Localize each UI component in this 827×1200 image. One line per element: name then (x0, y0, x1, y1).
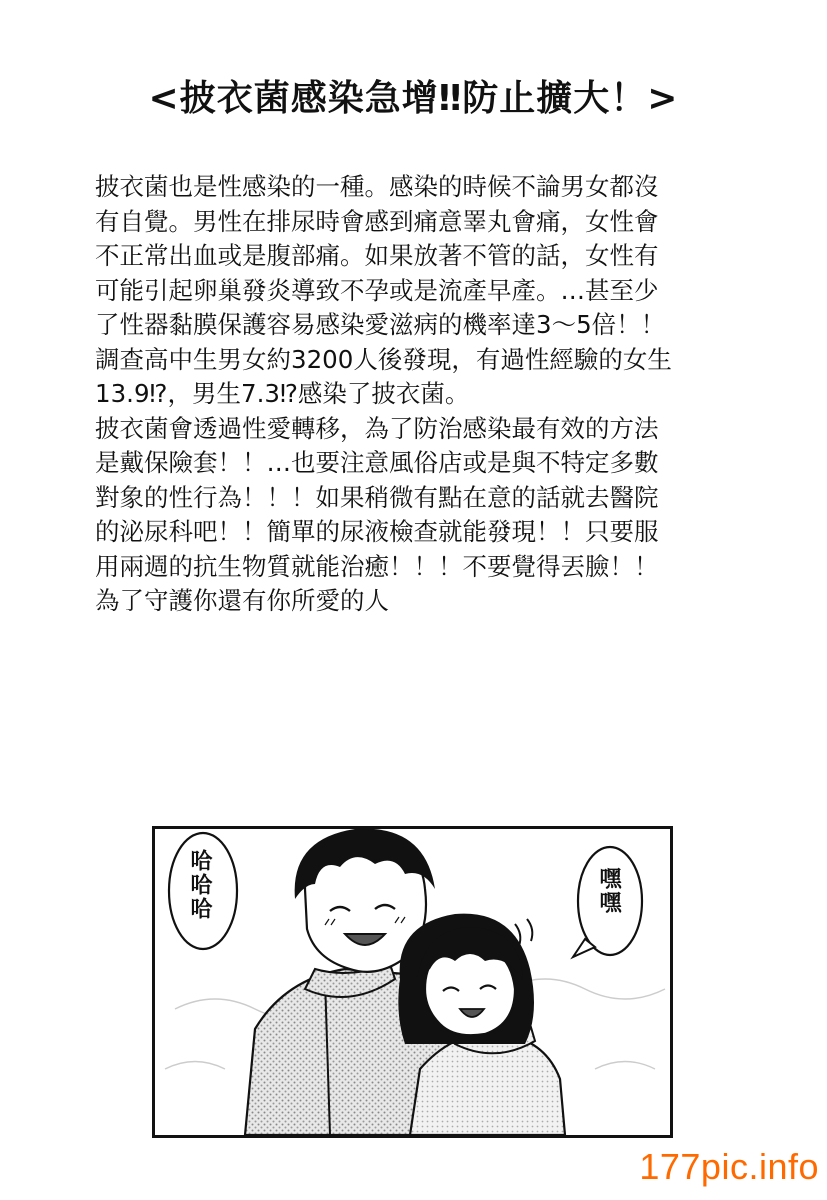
body-line: 了性器黏膜保護容易感染愛滋病的機率達3～5倍！！ (95, 310, 666, 339)
body-line: 的泌尿科吧！！簡單的尿液檢查就能發現！！只要服 (95, 517, 659, 546)
comic-panel (152, 826, 673, 1138)
body-line: 有自覺。男性在排尿時會感到痛意睪丸會痛，女性會 (95, 206, 659, 236)
body-line: 為了守護你還有你所愛的人 (95, 586, 389, 615)
page-title: <披衣菌感染急增‼防止擴大！> (148, 78, 679, 119)
article-body (95, 170, 755, 619)
body-line: 用兩週的抗生物質就能治癒！！！不要覺得丟臉！！ (95, 551, 659, 581)
site-watermark: 177pic.info (639, 1146, 819, 1187)
body-line: 披衣菌會透過性愛轉移，為了防治感染最有效的方法 (95, 413, 659, 443)
comic-illustration (155, 829, 670, 1135)
body-line: 是戴保險套！！…也要注意風俗店或是與不特定多數 (95, 448, 659, 477)
body-line: 調查高中生男女約3200人後發現，有過性經驗的女生 (95, 344, 672, 374)
speech-left-text: 哈哈哈 (187, 849, 212, 921)
body-line: 13.9⁉，男生7.3⁉感染了披衣菌。 (95, 379, 470, 408)
body-line: 披衣菌也是性感染的一種。感染的時候不論男女都沒 (95, 172, 659, 201)
body-line: 不正常出血或是腹部痛。如果放著不管的話，女性有 (95, 241, 659, 270)
body-line: 可能引起卵巢發炎導致不孕或是流產早產。…甚至少 (95, 275, 659, 305)
body-line: 對象的性行為！！！如果稍微有點在意的話就去醫院 (95, 482, 659, 512)
speech-right-text: 嘿嘿 (596, 867, 621, 915)
